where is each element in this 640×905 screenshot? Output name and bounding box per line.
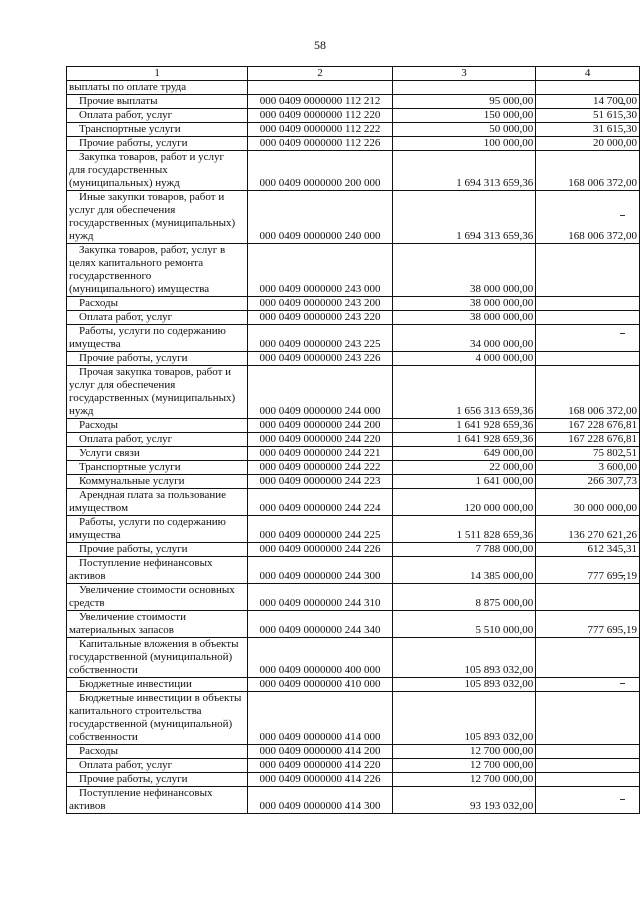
row-code-cell: 000 0409 0000000 414 226 bbox=[248, 773, 393, 787]
row-name-line: Поступление нефинансовых bbox=[79, 787, 213, 799]
table-row bbox=[67, 81, 640, 95]
row-name-line: Расходы bbox=[79, 297, 118, 309]
row-name-cell bbox=[67, 692, 248, 745]
row-col4-value bbox=[536, 244, 640, 297]
row-code-cell: 000 0409 0000000 244 223 bbox=[248, 475, 393, 489]
row-name-line: Бюджетные инвестиции bbox=[79, 678, 192, 690]
row-code-cell: 000 0409 0000000 112 222 bbox=[248, 123, 393, 137]
row-name-line: собственности bbox=[69, 731, 138, 743]
row-name-line: Прочие выплаты bbox=[79, 95, 158, 107]
row-col4-value: 51 615,30 bbox=[536, 109, 640, 123]
row-name-line: Оплата работ, услуг bbox=[79, 109, 173, 121]
row-col4-value: 168 006 372,00 bbox=[536, 151, 640, 191]
row-col4-value bbox=[536, 81, 640, 95]
row-code-cell: 000 0409 0000000 414 220 bbox=[248, 759, 393, 773]
row-name-line: Прочие работы, услуги bbox=[79, 137, 188, 149]
row-col3-value: 38 000 000,00 bbox=[392, 297, 535, 311]
row-code-cell: 000 0409 0000000 244 220 bbox=[248, 433, 393, 447]
column-header-4: 4 bbox=[536, 67, 640, 81]
table-row bbox=[67, 557, 640, 584]
row-name-cell bbox=[67, 516, 248, 543]
row-name-line: Работы, услуги по содержанию bbox=[79, 516, 226, 528]
row-code-cell: 000 0409 0000000 243 220 bbox=[248, 311, 393, 325]
table-row bbox=[67, 137, 640, 151]
margin-tick-mark bbox=[620, 575, 625, 576]
table-row bbox=[67, 123, 640, 137]
table-row bbox=[67, 109, 640, 123]
row-name-cell bbox=[67, 543, 248, 557]
row-col3-value: 8 875 000,00 bbox=[392, 584, 535, 611]
row-code-cell: 000 0409 0000000 243 226 bbox=[248, 352, 393, 366]
row-name-line: имущества bbox=[69, 338, 121, 350]
row-col3-value: 12 700 000,00 bbox=[392, 773, 535, 787]
row-name-line: Транспортные услуги bbox=[79, 123, 181, 135]
table-row bbox=[67, 787, 640, 814]
row-code-cell: 000 0409 0000000 244 000 bbox=[248, 366, 393, 419]
row-code-cell: 000 0409 0000000 414 300 bbox=[248, 787, 393, 814]
row-name-line: государственной (муниципальной) bbox=[69, 718, 233, 730]
row-col3-value: 14 385 000,00 bbox=[392, 557, 535, 584]
row-col3-value: 1 641 000,00 bbox=[392, 475, 535, 489]
row-col3-value: 1 656 313 659,36 bbox=[392, 366, 535, 419]
row-name-cell bbox=[67, 325, 248, 352]
row-name-line: Увеличение стоимости основных bbox=[79, 584, 235, 596]
margin-tick-mark bbox=[620, 455, 625, 456]
row-code-cell: 000 0409 0000000 243 000 bbox=[248, 244, 393, 297]
row-code-cell: 000 0409 0000000 244 226 bbox=[248, 543, 393, 557]
row-name-cell bbox=[67, 81, 248, 95]
table-row bbox=[67, 489, 640, 516]
row-col3-value: 120 000 000,00 bbox=[392, 489, 535, 516]
row-name-line: имуществом bbox=[69, 502, 129, 514]
row-col4-value bbox=[536, 325, 640, 352]
row-name-line: Расходы bbox=[79, 419, 118, 431]
row-code-cell: 000 0409 0000000 243 225 bbox=[248, 325, 393, 352]
row-col4-value bbox=[536, 638, 640, 678]
row-name-cell bbox=[67, 352, 248, 366]
column-header-1: 1 bbox=[67, 67, 248, 81]
row-name-cell bbox=[67, 95, 248, 109]
column-header-3: 3 bbox=[392, 67, 535, 81]
row-col4-value bbox=[536, 759, 640, 773]
budget-table-body bbox=[67, 67, 640, 814]
row-col3-value bbox=[392, 81, 535, 95]
row-col3-value: 1 694 313 659,36 bbox=[392, 151, 535, 191]
row-code-cell: 000 0409 0000000 244 310 bbox=[248, 584, 393, 611]
row-name-line: собственности bbox=[69, 664, 138, 676]
margin-tick-mark bbox=[620, 799, 625, 800]
row-name-line: Бюджетные инвестиции в объекты bbox=[79, 692, 242, 704]
row-col4-value bbox=[536, 692, 640, 745]
row-code-cell: 000 0409 0000000 244 300 bbox=[248, 557, 393, 584]
row-name-line: Закупка товаров, работ и услуг bbox=[79, 151, 224, 163]
table-row bbox=[67, 678, 640, 692]
table-row bbox=[67, 244, 640, 297]
row-name-line: для государственных bbox=[69, 164, 168, 176]
row-col4-value bbox=[536, 773, 640, 787]
table-row bbox=[67, 461, 640, 475]
row-col4-value: 168 006 372,00 bbox=[536, 366, 640, 419]
row-col4-value: 136 270 621,26 bbox=[536, 516, 640, 543]
row-col3-value: 7 788 000,00 bbox=[392, 543, 535, 557]
row-name-cell bbox=[67, 557, 248, 584]
row-code-cell: 000 0409 0000000 400 000 bbox=[248, 638, 393, 678]
row-code-cell bbox=[248, 81, 393, 95]
table-row bbox=[67, 543, 640, 557]
row-name-cell bbox=[67, 366, 248, 419]
row-name-cell bbox=[67, 678, 248, 692]
table-row bbox=[67, 191, 640, 244]
row-name-cell bbox=[67, 447, 248, 461]
row-name-line: активов bbox=[69, 570, 106, 582]
row-code-cell: 000 0409 0000000 244 340 bbox=[248, 611, 393, 638]
row-name-line: государственного bbox=[69, 270, 152, 282]
row-name-line: нужд bbox=[69, 230, 94, 242]
row-name-line: Оплата работ, услуг bbox=[79, 759, 173, 771]
table-row bbox=[67, 584, 640, 611]
row-name-line: Капитальные вложения в объекты bbox=[79, 638, 239, 650]
row-col4-value: 31 615,30 bbox=[536, 123, 640, 137]
row-col3-value: 50 000,00 bbox=[392, 123, 535, 137]
row-col3-value: 1 641 928 659,36 bbox=[392, 433, 535, 447]
row-col3-value: 93 193 032,00 bbox=[392, 787, 535, 814]
row-name-cell bbox=[67, 433, 248, 447]
row-name-cell bbox=[67, 419, 248, 433]
row-name-cell bbox=[67, 611, 248, 638]
margin-tick-mark bbox=[620, 333, 625, 334]
row-col4-value bbox=[536, 297, 640, 311]
row-name-cell bbox=[67, 773, 248, 787]
row-name-line: имущества bbox=[69, 529, 121, 541]
row-col3-value: 95 000,00 bbox=[392, 95, 535, 109]
row-col4-value: 168 006 372,00 bbox=[536, 191, 640, 244]
row-name-line: Поступление нефинансовых bbox=[79, 557, 213, 569]
row-name-line: Иные закупки товаров, работ и bbox=[79, 191, 225, 203]
table-row bbox=[67, 352, 640, 366]
row-col3-value: 150 000,00 bbox=[392, 109, 535, 123]
table-row bbox=[67, 447, 640, 461]
row-name-line: активов bbox=[69, 800, 106, 812]
row-name-line: государственных (муниципальных) bbox=[69, 217, 236, 229]
row-col4-value: 777 695,19 bbox=[536, 611, 640, 638]
table-row bbox=[67, 419, 640, 433]
row-col4-value bbox=[536, 745, 640, 759]
row-name-cell bbox=[67, 297, 248, 311]
row-code-cell: 000 0409 0000000 200 000 bbox=[248, 151, 393, 191]
row-name-cell bbox=[67, 638, 248, 678]
table-row bbox=[67, 773, 640, 787]
row-name-line: капитального строительства bbox=[69, 705, 202, 717]
page-number: 58 bbox=[314, 38, 326, 52]
row-name-line: материальных запасов bbox=[69, 624, 174, 636]
row-name-line: услуг для обеспечения bbox=[69, 379, 176, 391]
row-col3-value: 38 000 000,00 bbox=[392, 244, 535, 297]
row-col3-value: 1 694 313 659,36 bbox=[392, 191, 535, 244]
row-col3-value: 12 700 000,00 bbox=[392, 759, 535, 773]
row-code-cell: 000 0409 0000000 244 221 bbox=[248, 447, 393, 461]
row-name-line: Расходы bbox=[79, 745, 118, 757]
table-row bbox=[67, 516, 640, 543]
row-code-cell: 000 0409 0000000 414 200 bbox=[248, 745, 393, 759]
margin-tick-mark bbox=[620, 683, 625, 684]
row-col3-value: 100 000,00 bbox=[392, 137, 535, 151]
row-name-line: (муниципальных) нужд bbox=[69, 177, 180, 189]
row-name-line: выплаты по оплате труда bbox=[69, 81, 187, 93]
row-code-cell: 000 0409 0000000 240 000 bbox=[248, 191, 393, 244]
row-col4-value: 167 228 676,81 bbox=[536, 433, 640, 447]
row-col3-value: 5 510 000,00 bbox=[392, 611, 535, 638]
row-col3-value: 22 000,00 bbox=[392, 461, 535, 475]
row-col4-value bbox=[536, 678, 640, 692]
row-name-cell bbox=[67, 109, 248, 123]
table-row bbox=[67, 297, 640, 311]
table-row bbox=[67, 366, 640, 419]
row-code-cell: 000 0409 0000000 112 212 bbox=[248, 95, 393, 109]
row-col4-value: 20 000,00 bbox=[536, 137, 640, 151]
row-code-cell: 000 0409 0000000 414 000 bbox=[248, 692, 393, 745]
row-col3-value: 105 893 032,00 bbox=[392, 692, 535, 745]
row-name-line: (муниципального) имущества bbox=[69, 283, 210, 295]
row-col3-value: 34 000 000,00 bbox=[392, 325, 535, 352]
row-col4-value bbox=[536, 787, 640, 814]
row-col3-value: 1 511 828 659,36 bbox=[392, 516, 535, 543]
row-col4-value: 167 228 676,81 bbox=[536, 419, 640, 433]
row-col3-value: 105 893 032,00 bbox=[392, 638, 535, 678]
column-header-row bbox=[67, 67, 640, 81]
table-row bbox=[67, 475, 640, 489]
row-col4-value: 30 000 000,00 bbox=[536, 489, 640, 516]
table-row bbox=[67, 433, 640, 447]
row-col4-value bbox=[536, 584, 640, 611]
row-col4-value: 3 600,00 bbox=[536, 461, 640, 475]
row-name-line: Закупка товаров, работ, услуг в bbox=[79, 244, 226, 256]
row-col3-value: 105 893 032,00 bbox=[392, 678, 535, 692]
row-name-line: Прочие работы, услуги bbox=[79, 773, 188, 785]
row-name-line: Услуги связи bbox=[79, 447, 140, 459]
row-name-cell bbox=[67, 475, 248, 489]
row-name-cell bbox=[67, 191, 248, 244]
row-name-cell bbox=[67, 151, 248, 191]
table-row bbox=[67, 692, 640, 745]
row-name-line: Коммунальные услуги bbox=[79, 475, 185, 487]
margin-tick-mark bbox=[620, 103, 625, 104]
row-col3-value: 12 700 000,00 bbox=[392, 745, 535, 759]
row-name-cell bbox=[67, 745, 248, 759]
row-col4-value: 14 700,00 bbox=[536, 95, 640, 109]
budget-table bbox=[66, 66, 640, 814]
row-name-cell bbox=[67, 787, 248, 814]
row-code-cell: 000 0409 0000000 243 200 bbox=[248, 297, 393, 311]
row-col4-value: 612 345,31 bbox=[536, 543, 640, 557]
row-name-line: средств bbox=[69, 597, 105, 609]
row-col4-value bbox=[536, 352, 640, 366]
row-col4-value: 266 307,73 bbox=[536, 475, 640, 489]
row-col3-value: 1 641 928 659,36 bbox=[392, 419, 535, 433]
row-name-line: нужд bbox=[69, 405, 94, 417]
row-col4-value: 75 802,51 bbox=[536, 447, 640, 461]
table-row bbox=[67, 759, 640, 773]
row-name-line: Работы, услуги по содержанию bbox=[79, 325, 226, 337]
row-name-cell bbox=[67, 123, 248, 137]
row-col4-value: 777 695,19 bbox=[536, 557, 640, 584]
row-col3-value: 38 000 000,00 bbox=[392, 311, 535, 325]
row-code-cell: 000 0409 0000000 410 000 bbox=[248, 678, 393, 692]
row-name-line: Увеличение стоимости bbox=[79, 611, 186, 623]
row-name-cell bbox=[67, 461, 248, 475]
table-row bbox=[67, 325, 640, 352]
table-row bbox=[67, 95, 640, 109]
row-name-line: услуг для обеспечения bbox=[69, 204, 176, 216]
table-row bbox=[67, 745, 640, 759]
table-row bbox=[67, 151, 640, 191]
row-name-cell bbox=[67, 584, 248, 611]
row-name-line: государственной (муниципальной) bbox=[69, 651, 233, 663]
row-name-cell bbox=[67, 311, 248, 325]
row-code-cell: 000 0409 0000000 244 200 bbox=[248, 419, 393, 433]
table-row bbox=[67, 311, 640, 325]
row-name-line: Прочие работы, услуги bbox=[79, 352, 188, 364]
row-code-cell: 000 0409 0000000 244 225 bbox=[248, 516, 393, 543]
row-name-line: государственных (муниципальных) bbox=[69, 392, 236, 404]
table-row bbox=[67, 638, 640, 678]
row-code-cell: 000 0409 0000000 112 220 bbox=[248, 109, 393, 123]
row-name-line: Оплата работ, услуг bbox=[79, 433, 173, 445]
row-name-cell bbox=[67, 759, 248, 773]
table-row bbox=[67, 611, 640, 638]
row-col3-value: 649 000,00 bbox=[392, 447, 535, 461]
row-code-cell: 000 0409 0000000 112 226 bbox=[248, 137, 393, 151]
row-name-cell bbox=[67, 244, 248, 297]
row-name-line: Оплата работ, услуг bbox=[79, 311, 173, 323]
row-code-cell: 000 0409 0000000 244 224 bbox=[248, 489, 393, 516]
row-col4-value bbox=[536, 311, 640, 325]
row-name-cell bbox=[67, 137, 248, 151]
row-name-cell bbox=[67, 489, 248, 516]
row-name-line: целях капитального ремонта bbox=[69, 257, 204, 269]
row-name-line: Арендная плата за пользование bbox=[79, 489, 227, 501]
row-code-cell: 000 0409 0000000 244 222 bbox=[248, 461, 393, 475]
row-name-line: Прочие работы, услуги bbox=[79, 543, 188, 555]
row-name-line: Транспортные услуги bbox=[79, 461, 181, 473]
row-col3-value: 4 000 000,00 bbox=[392, 352, 535, 366]
row-name-line: Прочая закупка товаров, работ и bbox=[79, 366, 232, 378]
column-header-2: 2 bbox=[248, 67, 393, 81]
margin-tick-mark bbox=[620, 215, 625, 216]
